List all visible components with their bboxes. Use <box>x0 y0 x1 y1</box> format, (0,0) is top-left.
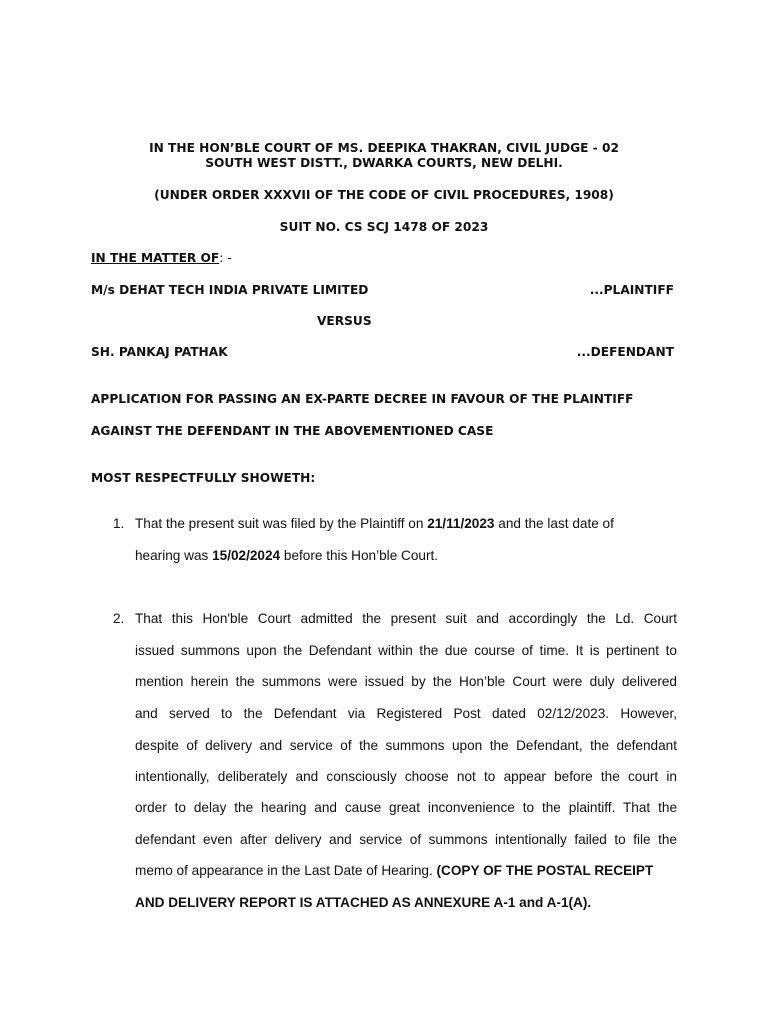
paragraph-1-number: 1. <box>113 516 125 531</box>
matter-label: IN THE MATTER OF <box>91 251 220 265</box>
court-title: IN THE HON’BLE COURT OF MS. DEEPIKA THAKRAN, CIVIL JUDGE - 02 <box>149 141 619 155</box>
order-reference: (UNDER ORDER XXXVII OF THE CODE OF CIVIL PROCEDURES, 1908) <box>154 188 614 202</box>
paragraph-2-line-7: order to delay the hearing and cause great inconvenience to the plaintiff. That the <box>135 800 677 815</box>
paragraph-2-line-6: intentionally, deliberately and consciously choose not to appear before the court in <box>135 769 677 784</box>
defendant-name: SH. PANKAJ PATHAK <box>91 345 228 359</box>
paragraph-1-line-2: hearing was 15/02/2024 before this Hon’ble Court. <box>135 548 439 563</box>
application-title-line1: APPLICATION FOR PASSING AN EX-PARTE DECREE IN FAVOUR OF THE PLAINTIFF <box>91 392 634 406</box>
paragraph-2-line-8: defendant even after delivery and service of summons intentionally failed to file the <box>135 832 677 847</box>
suit-number: SUIT NO. CS SCJ 1478 OF 2023 <box>279 220 489 234</box>
matter-heading <box>91 251 232 265</box>
paragraph-2-number: 2. <box>113 611 125 626</box>
plaintiff-role: ...PLAINTIFF <box>589 283 674 297</box>
paragraph-2-line-9: memo of appearance in the Last Date of Hearing. (COPY OF THE POSTAL RECEIPT <box>135 863 654 878</box>
paragraph-2-line-4: and served to the Defendant via Registered Post dated 02/12/2023. However, <box>135 706 677 721</box>
filing-date: 21/11/2023 <box>427 516 495 531</box>
defendant-role: ...DEFENDANT <box>576 345 674 359</box>
annexure-note-start: (COPY OF THE POSTAL RECEIPT <box>436 863 654 878</box>
showeth-heading: MOST RESPECTFULLY SHOWETH: <box>91 471 316 485</box>
paragraph-1-line-1: That the present suit was filed by the Plaintiff on 21/11/2023 and the last date of <box>135 516 614 531</box>
plaintiff-name: M/s DEHAT TECH INDIA PRIVATE LIMITED <box>91 283 369 297</box>
paragraph-2-line-2: issued summons upon the Defendant within the due course of time. It is pertinent to <box>135 643 677 658</box>
last-hearing-date: 15/02/2024 <box>212 548 281 563</box>
matter-suffix: : - <box>219 251 232 265</box>
paragraph-2-line-1: That this Hon'ble Court admitted the present suit and accordingly the Ld. Court <box>135 611 677 626</box>
paragraph-2-line-5: despite of delivery and service of the summons upon the Defendant, the defendant <box>135 738 677 753</box>
paragraph-2-line-3: mention herein the summons were issued by the Hon’ble Court were duly delivered <box>135 674 677 689</box>
versus-label: VERSUS <box>317 314 372 328</box>
court-location: SOUTH WEST DISTT., DWARKA COURTS, NEW DELHI. <box>205 156 563 170</box>
annexure-note-end: AND DELIVERY REPORT IS ATTACHED AS ANNEXURE A-1 and A-1(A). <box>135 895 592 910</box>
application-title-line2: AGAINST THE DEFENDANT IN THE ABOVEMENTIONED CASE <box>91 424 494 438</box>
